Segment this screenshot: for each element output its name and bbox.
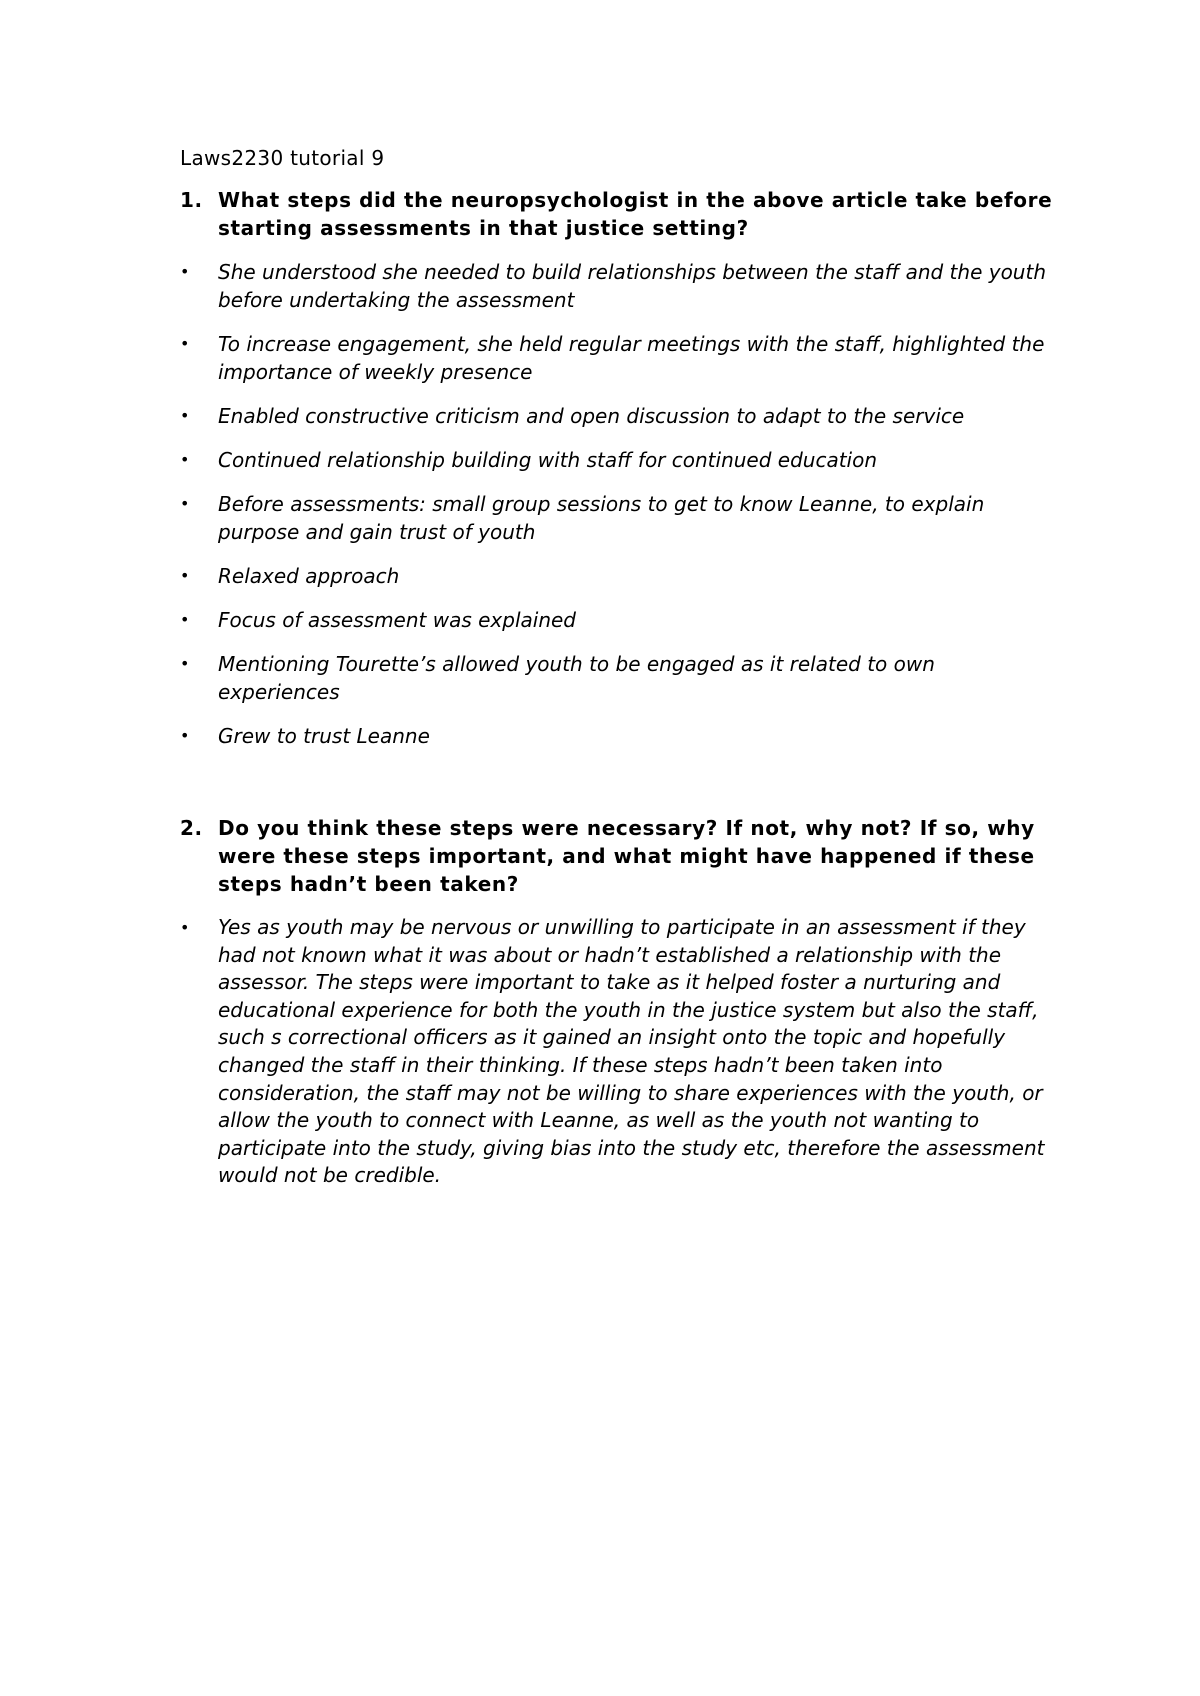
bullet-icon: • [180,494,190,513]
bullet-icon: • [180,654,190,673]
question-text: What steps did the neuropsychologist in the above article take before starting assessments in that justice setting? [218,188,1053,240]
bullet-icon: • [180,450,190,469]
answer-text: Grew to trust Leanne [218,724,430,748]
bullet-icon: • [180,726,190,745]
bullet-icon: • [180,262,190,281]
question-1 [180,186,1060,242]
answer-text: Enabled constructive criticism and open discussion to adapt to the service [218,404,965,428]
answer-text: Focus of assessment was explained [218,608,576,632]
answer-text: To increase engagement, she held regular meetings with the staff, highlighted the importance of weekly presence [218,332,1045,384]
bullet-icon: • [180,918,190,937]
list-item [180,562,1060,590]
document-title: Laws2230 tutorial 9 [180,146,385,170]
list-item [180,650,1060,706]
bullet-icon: • [180,610,190,629]
list-item [180,330,1060,386]
answer-text: She understood she needed to build relationships between the staff and the youth before undertaking the assessment [218,260,1046,312]
list-item [180,490,1060,546]
question-number: 2. [180,816,203,840]
question-text: Do you think these steps were necessary? If not, why not? If so, why were these steps important, and what might have happened if these steps hadn’t been taken? [218,816,1035,896]
document-body [180,146,1060,1190]
answer-text: Mentioning Tourette’s allowed youth to be engaged as it related to own experiences [218,652,935,704]
list-item [180,722,1060,750]
list-item [180,258,1060,314]
answer-text: Before assessments: small group sessions to get to know Leanne, to explain purpose and gain trust of youth [218,492,985,544]
bullet-icon: • [180,334,190,353]
list-item [180,914,1060,1190]
bullet-icon: • [180,566,190,585]
answer-list-2 [180,914,1060,1190]
answer-list-1 [180,258,1060,750]
answer-text: Relaxed approach [218,564,400,588]
answer-text: Continued relationship building with staff for continued education [218,448,878,472]
question-2 [180,814,1060,898]
answer-text: Yes as youth may be nervous or unwilling to participate in an assessment if they had not known what it was about or hadn’t established a relationship with the assessor. The steps were important to take as it helped foster a nurturing and educational experience for both the youth in the justice system but also the staff, such s correctional officers as it gained an insight onto the topic and hopefully changed the staff in their thinking. If these steps hadn’t been taken into consideration, the staff may not be willing to share experiences with the youth, or allow the youth to connect with Leanne, as well as the youth not wanting to participate into the study, giving bias into the study etc, therefore the assessment would not be credible. [218,915,1045,1188]
list-item [180,402,1060,430]
list-item [180,606,1060,634]
bullet-icon: • [180,406,190,425]
list-item [180,446,1060,474]
question-number: 1. [180,188,203,212]
